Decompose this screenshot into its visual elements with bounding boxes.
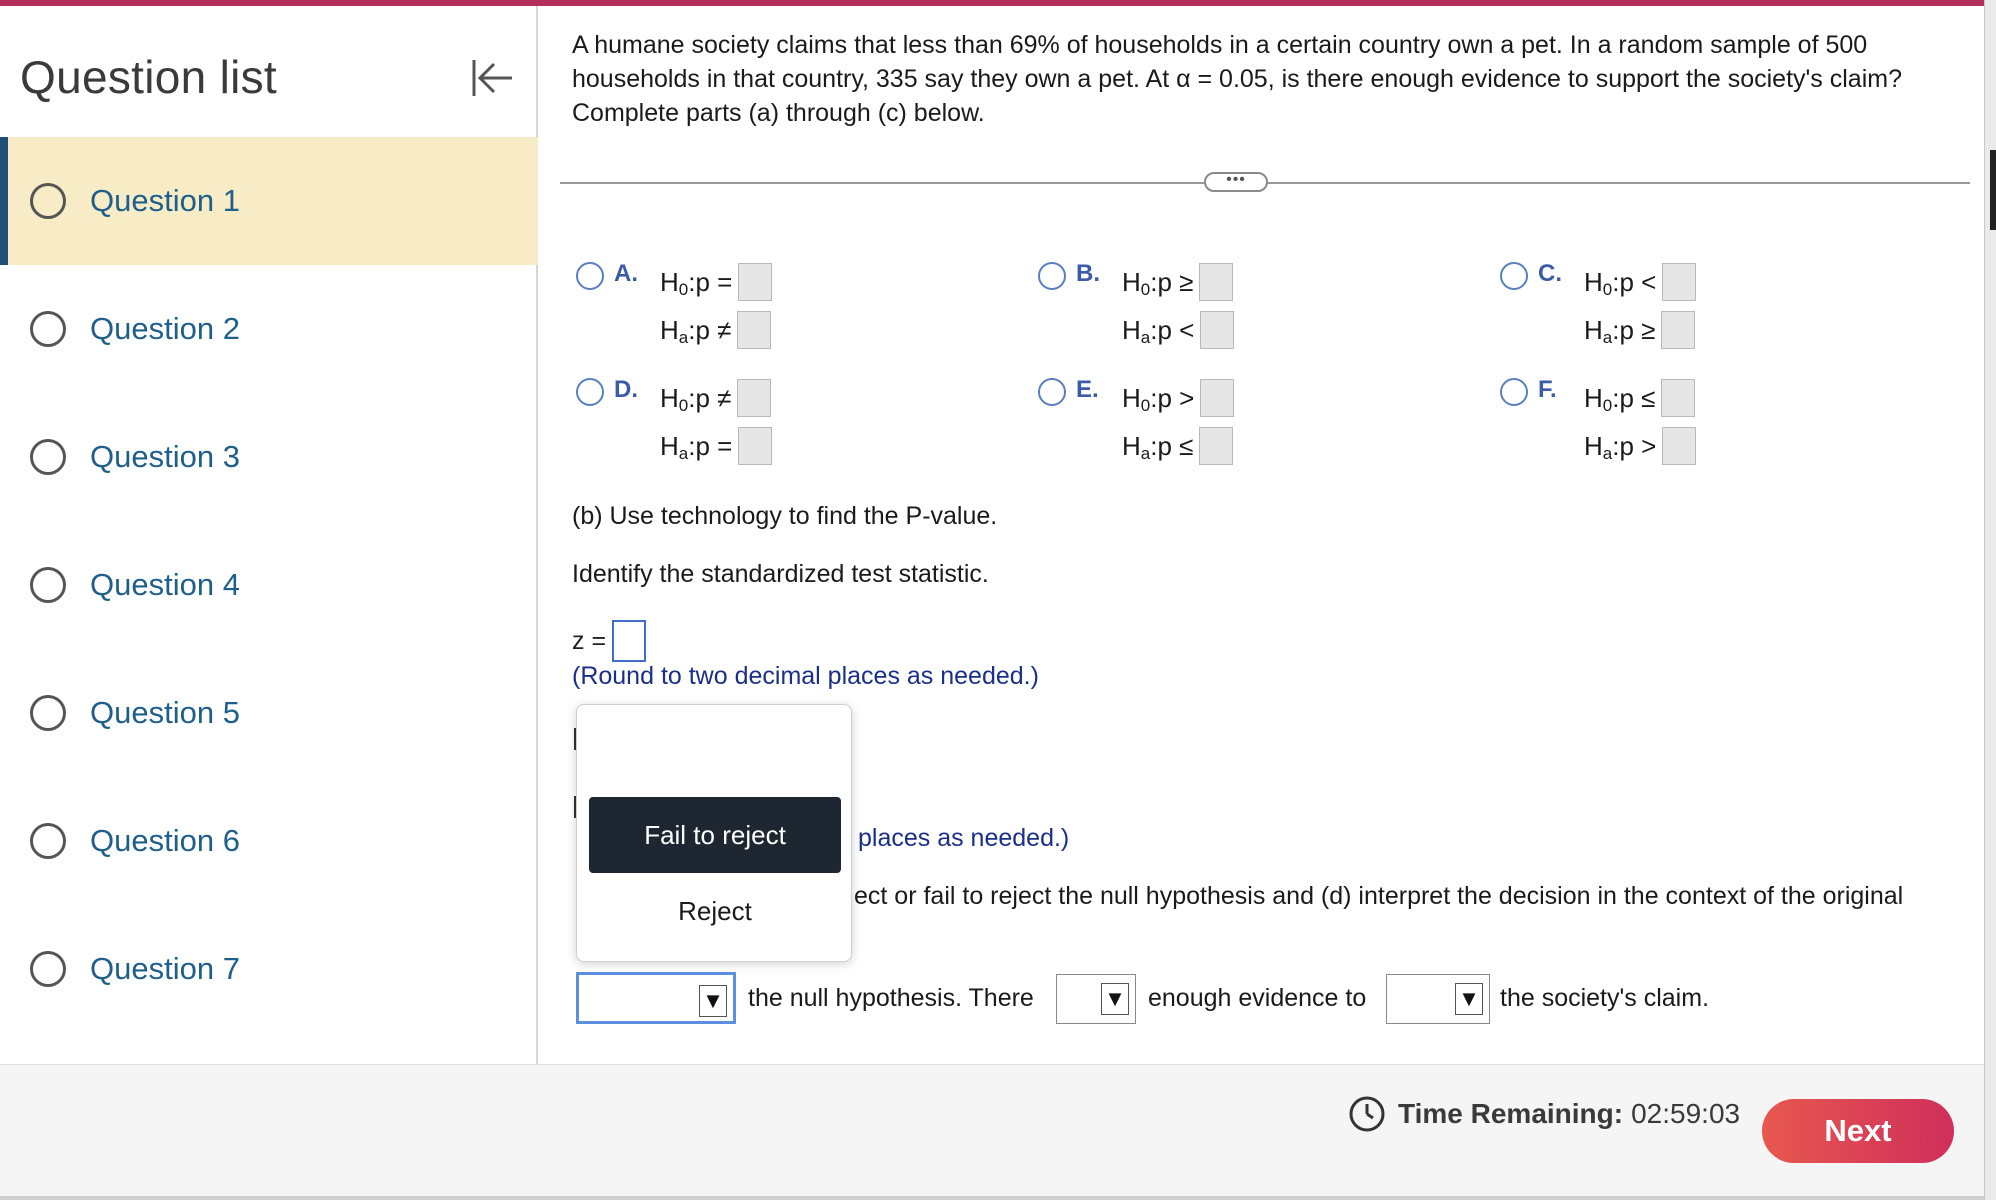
null-hypothesis: H 0 : p ≠ [660,378,771,418]
answer-box[interactable] [1200,379,1234,417]
evidence-select[interactable] [1056,974,1136,1024]
z-label: z = [572,626,607,655]
option-b[interactable] [1038,256,1498,356]
option-a-radio[interactable] [576,262,604,290]
round-hint: (Round to two decimal places as needed.) [572,662,1039,690]
time-remaining [1348,1095,1740,1133]
answer-box[interactable] [738,263,772,301]
alternative-hypothesis: H a : p ≤ [1122,426,1233,466]
sidebar-item-label: Question 5 [90,695,240,730]
identify-statistic-label: Identify the standardized test statistic. [572,560,989,588]
next-button[interactable]: Next [1762,1099,1954,1163]
expand-button[interactable]: ••• [1204,172,1268,192]
option-letter: C. [1538,260,1562,287]
null-hypothesis: H 0 : p ≥ [1122,262,1233,302]
sentence-part-2: enough evidence to [1148,984,1367,1012]
null-hypothesis: H 0 : p = [660,262,772,302]
answer-box[interactable] [737,379,771,417]
status-circle-icon [30,951,66,987]
timer-value: 02:59:03 [1631,1098,1741,1129]
sidebar-item-question-7[interactable] [0,905,538,1033]
sidebar-item-question-5[interactable] [0,649,538,777]
dropdown-arrow-icon: ▼ [1455,983,1483,1015]
null-hypothesis: H 0 : p > [1122,378,1234,418]
option-letter: D. [614,376,638,403]
decision-instruction: ect or fail to reject the null hypothesis and (d) interpret the decision in the context of the original [854,882,1904,910]
option-f-radio[interactable] [1500,378,1528,406]
option-a[interactable] [576,256,1036,356]
sidebar-item-question-4[interactable] [0,521,538,649]
status-circle-icon [30,183,66,219]
claim-select[interactable] [1386,974,1490,1024]
option-letter: F. [1538,376,1557,403]
sidebar-item-question-3[interactable] [0,393,538,521]
decision-select[interactable] [576,972,736,1024]
alternative-hypothesis: H a : p = [660,426,772,466]
window-bottom-border [0,1196,1984,1200]
status-circle-icon [30,439,66,475]
footer-bar [0,1064,1984,1198]
dropdown-arrow-icon: ▼ [1101,983,1129,1015]
sidebar-item-label: Question 2 [90,311,240,346]
sidebar-item-question-1[interactable] [0,137,538,265]
option-letter: B. [1076,260,1100,287]
part-b-instruction: (b) Use technology to find the P-value. [572,502,998,530]
dropdown-option-reject[interactable]: Reject [678,895,752,926]
answer-box[interactable] [738,427,772,465]
alternative-hypothesis: H a : p ≥ [1584,310,1695,350]
null-hypothesis: H 0 : p < [1584,262,1696,302]
status-circle-icon [30,567,66,603]
status-circle-icon [30,695,66,731]
sentence-part-1: the null hypothesis. There [748,984,1034,1012]
z-statistic-line [572,620,646,662]
option-f[interactable] [1500,372,1960,472]
sidebar-item-label: Question 4 [90,567,240,602]
sidebar-item-label: Question 3 [90,439,240,474]
timer-label: Time Remaining: [1398,1098,1624,1129]
clock-icon [1348,1095,1386,1133]
option-b-radio[interactable] [1038,262,1066,290]
option-e-radio[interactable] [1038,378,1066,406]
dropdown-option-fail-to-reject[interactable]: Fail to reject [589,797,841,873]
sidebar-item-question-6[interactable] [0,777,538,905]
sentence-part-3: the society's claim. [1500,984,1710,1012]
collapse-sidebar-button[interactable] [462,48,522,108]
scrollbar-thumb[interactable] [1990,150,1996,230]
question-prompt: A humane society claims that less than 69% of households in a certain country own a pet. In a random sample of 500 households in that country, 335 say they own a pet. At α = 0.05, is there enough evidence to support the society's claim? Complete parts (a) through (c) below. [572,31,1902,127]
option-e[interactable] [1038,372,1498,472]
question-list-sidebar [0,6,538,1064]
status-circle-icon [30,311,66,347]
answer-box[interactable] [1661,379,1695,417]
answer-box[interactable] [1662,263,1696,301]
answer-box[interactable] [1661,311,1695,349]
p-value-round-hint: places as needed.) [858,824,1070,852]
sidebar-item-label: Question 7 [90,951,240,986]
z-statistic-input[interactable] [612,620,646,662]
alternative-hypothesis: H a : p ≠ [660,310,771,350]
sidebar-item-label: Question 6 [90,823,240,858]
sidebar-item-question-2[interactable] [0,265,538,393]
option-c[interactable] [1500,256,1960,356]
sidebar-title: Question list [20,51,278,103]
null-hypothesis: H 0 : p ≤ [1584,378,1695,418]
answer-box[interactable] [1199,427,1233,465]
option-d[interactable] [576,372,1036,472]
alternative-hypothesis: H a : p < [1122,310,1234,350]
answer-box[interactable] [1199,263,1233,301]
alternative-hypothesis: H a : p > [1584,426,1696,466]
option-letter: A. [614,260,638,287]
option-letter: E. [1076,376,1099,403]
status-circle-icon [30,823,66,859]
option-d-radio[interactable] [576,378,604,406]
sidebar-item-label: Question 1 [90,183,240,218]
collapse-left-icon [468,54,516,102]
answer-box[interactable] [737,311,771,349]
dropdown-arrow-icon: ▼ [699,985,727,1017]
answer-box[interactable] [1200,311,1234,349]
option-c-radio[interactable] [1500,262,1528,290]
answer-box[interactable] [1662,427,1696,465]
question-panel [540,6,1980,1064]
decision-dropdown-menu [576,704,852,962]
